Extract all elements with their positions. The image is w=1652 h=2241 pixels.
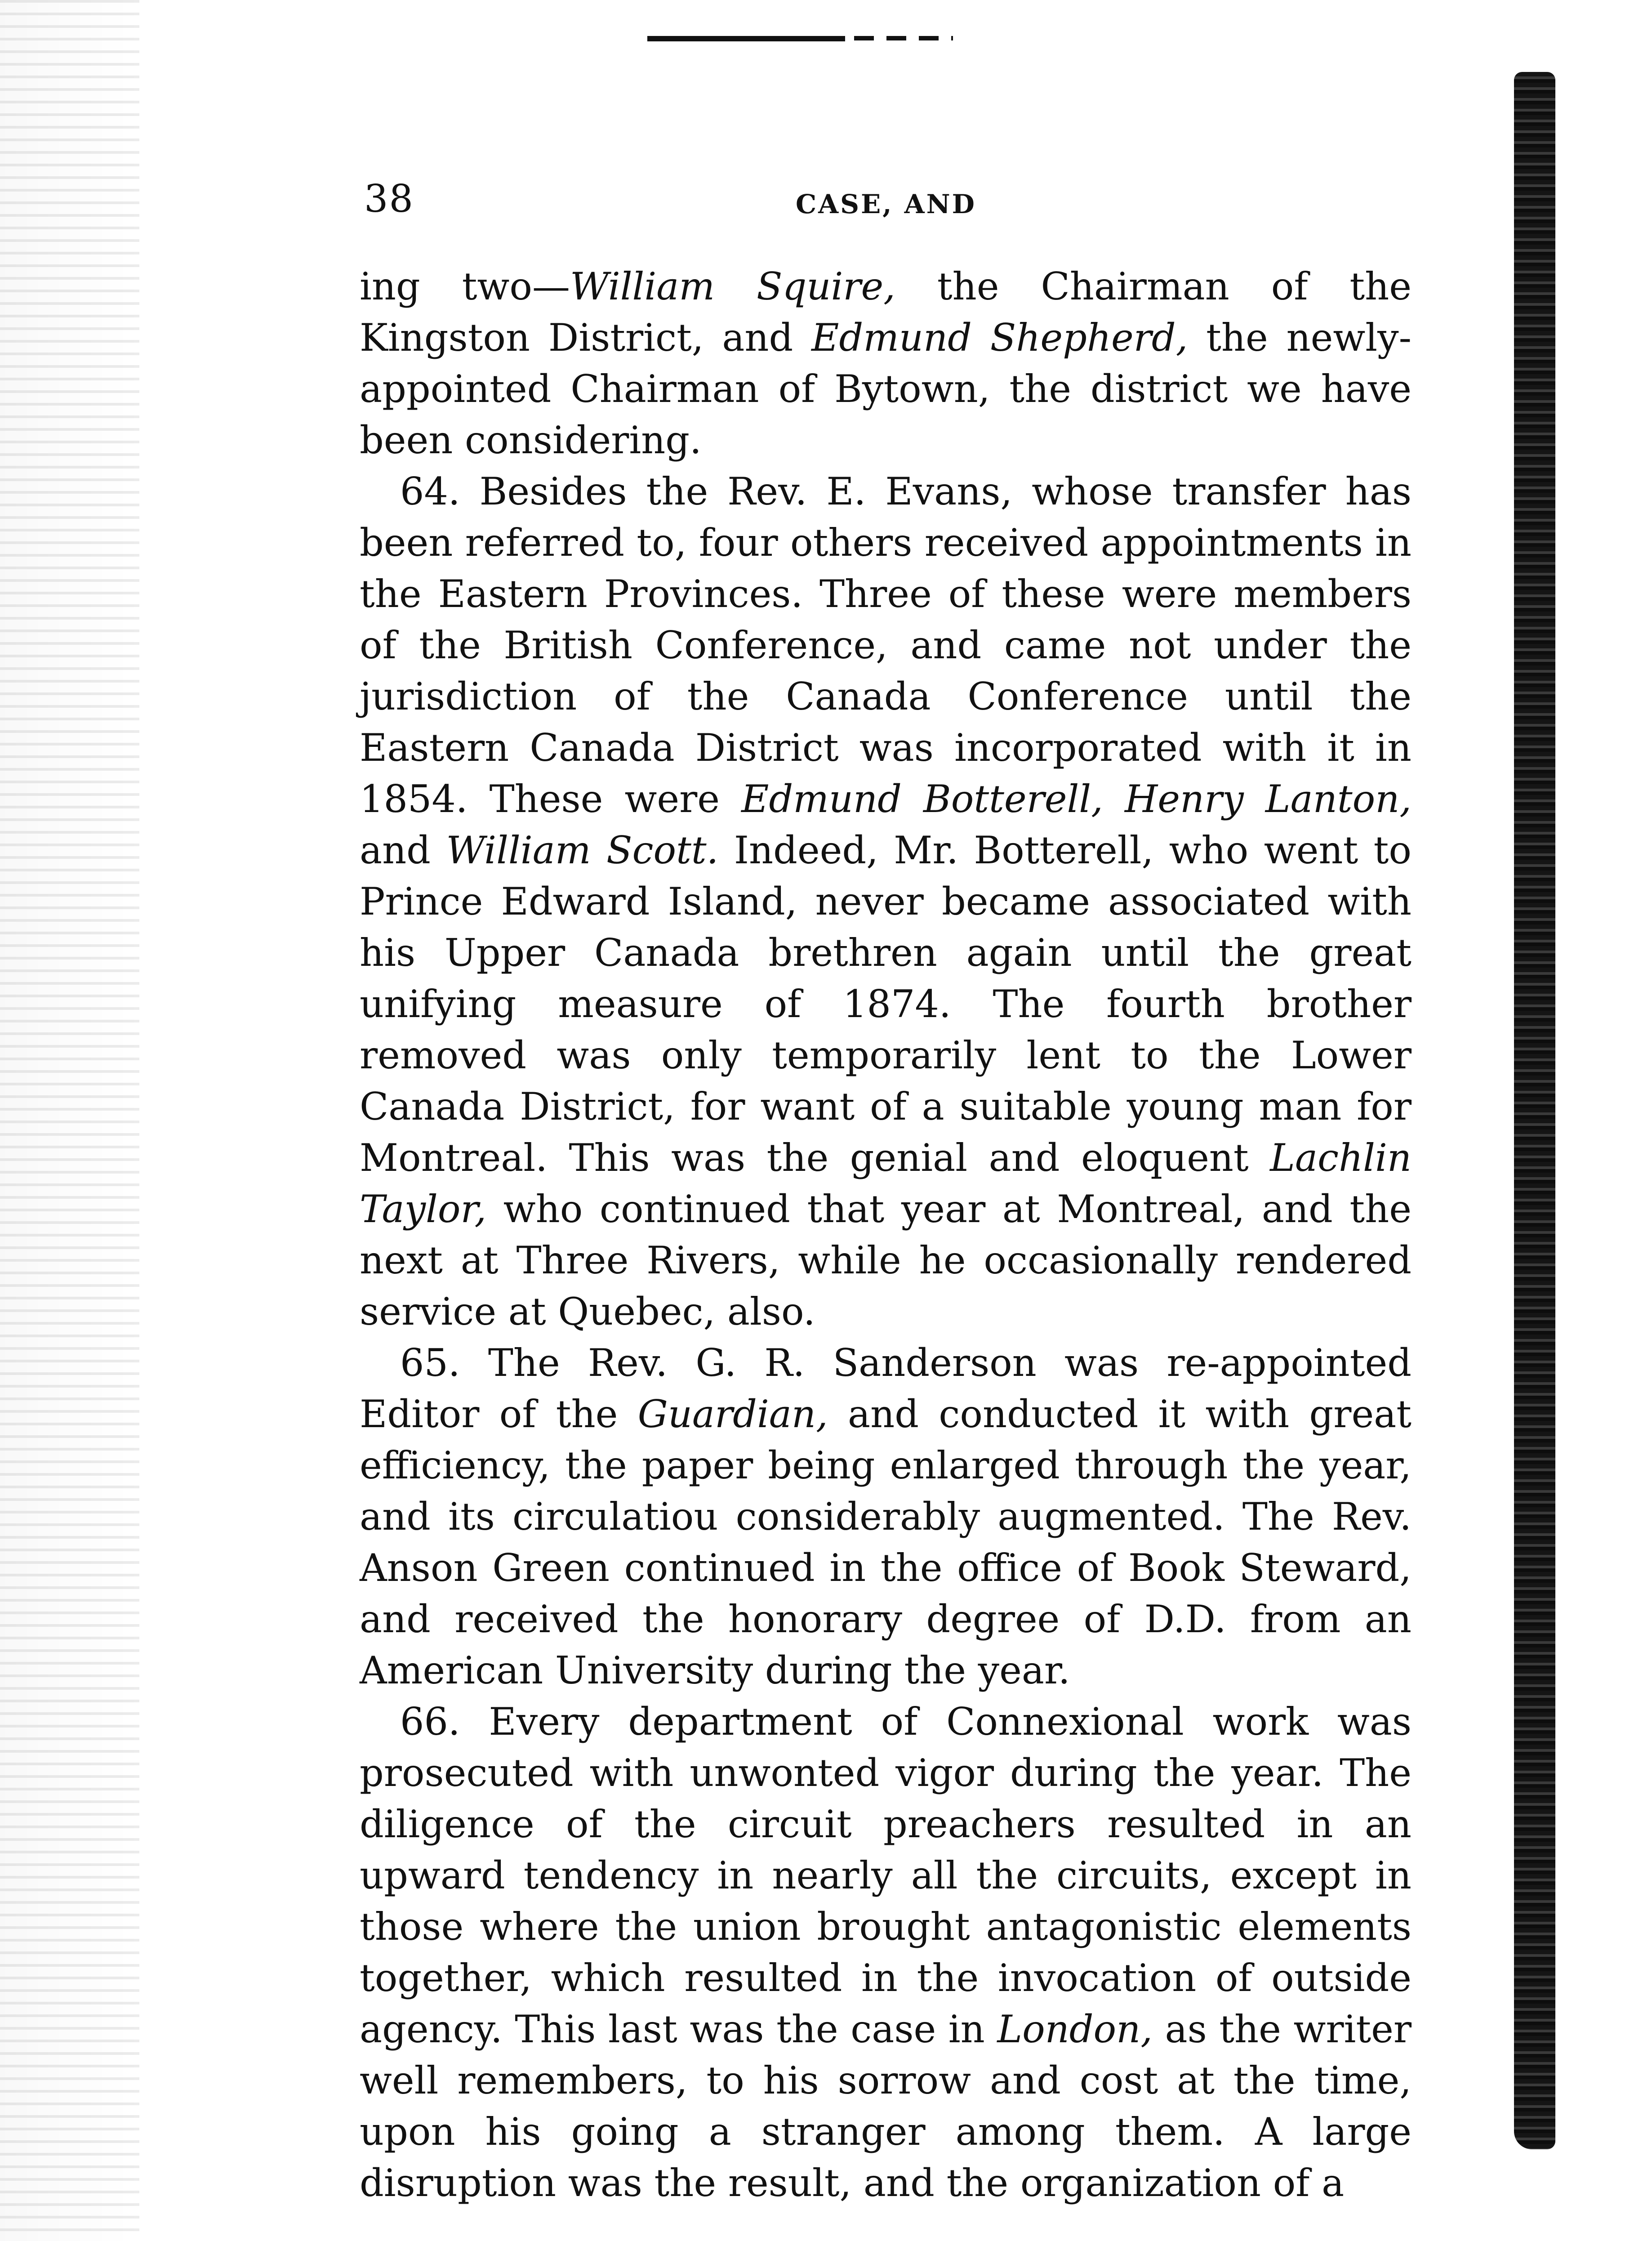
text-run: the Chairman of the Kingston District, and xyxy=(360,264,1412,360)
paragraph-65 xyxy=(360,1337,1412,1696)
italic-name: William Squire, xyxy=(570,264,895,308)
text-run: and xyxy=(360,828,446,872)
paragraph-continued xyxy=(360,261,1412,466)
paragraph-66 xyxy=(360,1696,1412,2209)
page-number: 38 xyxy=(364,177,414,221)
page-header xyxy=(364,171,1412,229)
italic-place: London, xyxy=(997,2007,1153,2051)
italic-name: Lachlin Taylor, xyxy=(360,1136,1412,1231)
text-run: who continued that year at Montreal, and the next at Three Rivers, while he occasionally rendered service at Quebec, also. xyxy=(360,1187,1412,1334)
italic-name: William Scott. xyxy=(446,828,719,872)
top-rule-dashes xyxy=(854,36,953,40)
page-gutter-shadow xyxy=(0,0,139,2241)
italic-name: Edmund Shepherd, xyxy=(811,316,1188,360)
text-run: and conducted it with great efficiency, the paper being enlarged through the year, and its circulatiou considerably augmented. The Rev. Anson Green continued in the office of Book Steward, and received the honorary degree of D.D. from an American University during the year. xyxy=(360,1392,1412,1692)
text-run: ing two— xyxy=(360,264,570,308)
italic-title: Guardian, xyxy=(637,1392,828,1436)
italic-name: Edmund Botterell, Henry Lanton, xyxy=(741,777,1412,821)
body-text xyxy=(360,261,1412,2205)
text-run: the newly-appointed Chairman of Bytown, the district we have been considering. xyxy=(360,316,1412,462)
text-run: 65. The Rev. G. R. Sanderson was re-appointed Editor of the xyxy=(360,1341,1412,1436)
paragraph-64 xyxy=(360,466,1412,1337)
text-run: Indeed, Mr. Botterell, who went to Prince Edward Island, never became associated with his Upper Canada brethren again until the great unifying measure of 1874. The fourth brother removed was only temporarily lent to the Lower Canada District, for want of a suitable young man for Montreal. This was the genial and eloquent xyxy=(360,828,1412,1180)
running-head: CASE, AND xyxy=(796,189,976,219)
text-run: as the writer well remembers, to his sorrow and cost at the time, upon his going a stranger among them. A large disruption was the result, and the organization of a xyxy=(360,2007,1412,2205)
book-binding-edge xyxy=(1514,72,1555,2149)
text-run: 66. Every department of Connexional work was prosecuted with unwonted vigor during the year. The diligence of the circuit preachers resulted in an upward tendency in nearly all the circuits, except in those where the union brought antagonistic elements together, which resulted in the invocation of outside agency. This last was the case in xyxy=(360,1700,1412,2051)
text-run: 64. Besides the Rev. E. Evans, whose transfer has been referred to, four others received appointments in the Eastern Provinces. Three of these were members of the British Conference, and came not under the jurisdiction of the Canada Conference until the Eastern Canada District was incorporated with it in 1854. These were xyxy=(360,469,1412,821)
top-rule-line xyxy=(647,36,845,41)
